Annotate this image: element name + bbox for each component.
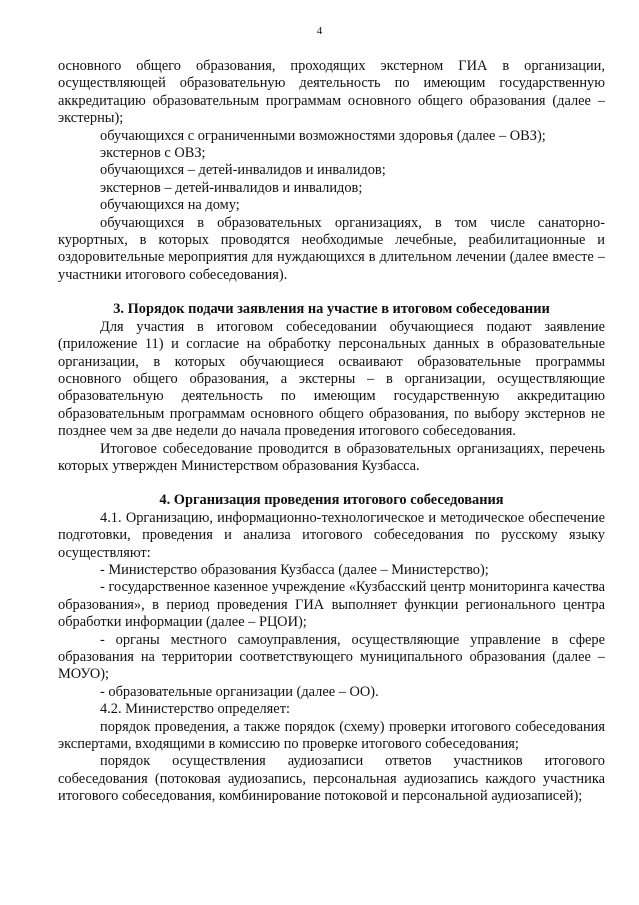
section-heading: 3. Порядок подачи заявления на участие в итоговом собеседовании	[113, 301, 550, 318]
list-item: обучающихся – детей-инвалидов и инвалидов;	[100, 162, 386, 179]
document-body	[58, 58, 605, 806]
list-item: порядок осуществления аудиозаписи ответов участников итогового собеседования (потоковая аудиозапись, персональная аудиозапись каждого участника итогового собеседования, комбинирование потоковой и персональной аудиозаписей);	[58, 753, 605, 805]
list-item: экстернов – детей-инвалидов и инвалидов;	[100, 179, 363, 196]
list-item: порядок проведения, а также порядок (схему) проверки итогового собеседования экспертами, входящими в комиссию по проверке итогового собеседования;	[58, 718, 605, 753]
paragraph: Итоговое собеседование проводится в образовательных организациях, перечень которых утвержден Министерством образования Кузбасса.	[58, 440, 605, 474]
list-item: - органы местного самоуправления, осуществляющие управление в сфере образования на территории соответствующего муниципального образования (далее – МОУО);	[58, 631, 605, 683]
list-item: экстернов с ОВЗ;	[100, 145, 206, 162]
list-item: обучающихся на дому;	[100, 197, 240, 214]
paragraph: Для участия в итоговом собеседовании обучающиеся подают заявление (приложение 11) и согласие на обработку персональных данных в образовательные организации, в которых обучающиеся осваивают образовательные программы основного общего образования, а экстерны – в организации, осуществляющие образовательную деятельность по имеющим государственную аккредитацию образовательным программам основного общего образования, по выбору экстернов не позднее чем за две недели до начала проведения итогового собеседования.	[58, 318, 605, 440]
page-number: 4	[316, 25, 323, 37]
paragraph: 4.2. Министерство определяет:	[100, 701, 290, 718]
list-item: обучающихся в образовательных организациях, в том числе санаторно-курортных, в которых проводятся необходимые лечебные, реабилитационные и оздоровительные мероприятия для нуждающихся в длительном лечении (далее вместе – участники итогового собеседования).	[58, 214, 605, 283]
list-item: обучающихся с ограниченными возможностями здоровья (далее – ОВЗ);	[100, 127, 546, 144]
section-heading: 4. Организация проведения итогового собеседования	[159, 492, 504, 509]
list-item: - государственное казенное учреждение «Кузбасский центр мониторинга качества образования», в период проведения ГИА выполняет функции регионального центра обработки информации (далее – РЦОИ);	[58, 579, 605, 631]
list-item: - Министерство образования Кузбасса (далее – Министерство);	[100, 561, 489, 578]
paragraph: 4.1. Организацию, информационно-технологическое и методическое обеспечение подготовки, проведения и анализа итогового собеседования по русскому языку осуществляют:	[58, 509, 605, 561]
paragraph: основного общего образования, проходящих экстерном ГИА в организации, осуществляющей образовательную деятельность по имеющим государственную аккредитацию образовательным программам основного общего образования (далее – экстерны);	[58, 58, 605, 127]
list-item: - образовательные организации (далее – ОО).	[100, 683, 379, 700]
